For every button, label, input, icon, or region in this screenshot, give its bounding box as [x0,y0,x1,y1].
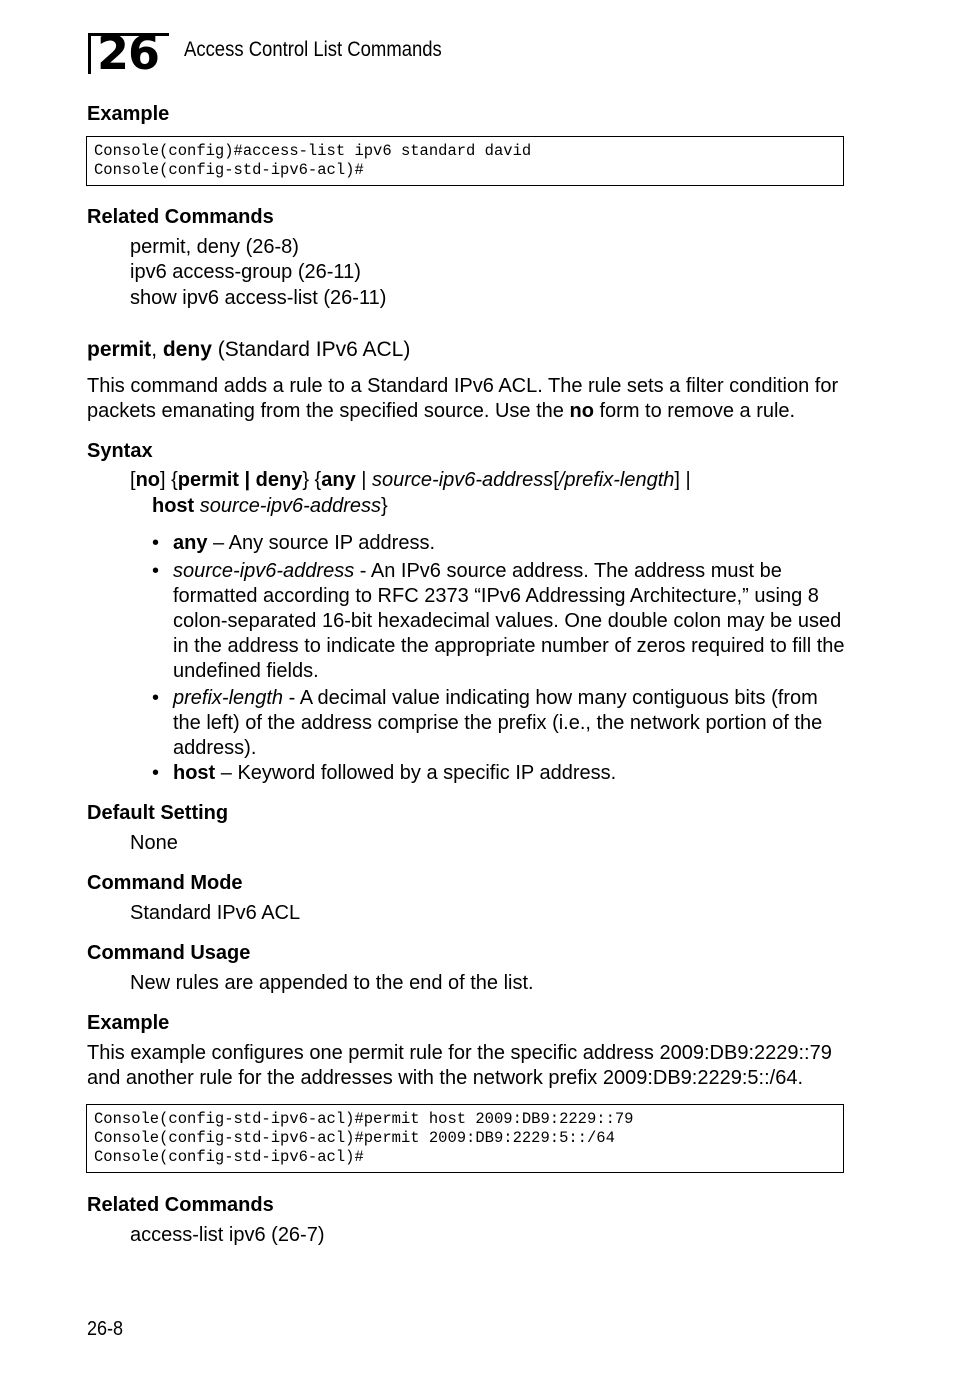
desc-keyword: no [569,400,594,422]
code-line: Console(config-std-ipv6-acl)# [94,1148,364,1166]
command-usage-value: New rules are appended to the end of the list. [130,972,534,994]
chapter-title: Access Control List Commands [184,38,442,61]
example-heading: Example [87,103,170,125]
example-heading-2: Example [87,1012,170,1034]
bullet-icon: • [152,560,160,582]
code-line: Console(config-std-ipv6-acl)#permit 2009:DB9:2229:5::/64 [94,1129,615,1147]
command-usage-heading: Command Usage [87,942,251,964]
command-separator: , [151,338,163,361]
bullet-icon: • [152,762,160,784]
code-line: Console(config-std-ipv6-acl)#permit host 2009:DB9:2229::79 [94,1110,634,1128]
related-commands-heading-2: Related Commands [87,1194,274,1216]
command-mode-heading: Command Mode [87,872,243,894]
bullet-icon: • [152,532,160,554]
bullet-icon: • [152,687,160,709]
bullet-host: host – Keyword followed by a specific IP address. [173,762,617,784]
syntax-line-2: host source-ipv6-address} [152,495,388,517]
code-line: Console(config)#access-list ipv6 standard david [94,142,532,160]
example-description: This example configures one permit rule for the specific address 2009:DB9:2229::79 and another rule for the addresses with the network prefix 2009:DB9:2229:5::/64. [87,1042,832,1089]
desc-text: form to remove a rule. [593,400,796,422]
command-mode-value: Standard IPv6 ACL [130,902,301,924]
related-command-item: ipv6 access-group (26-11) [130,261,361,283]
related-commands-heading: Related Commands [87,206,274,228]
related-command-item: show ipv6 access-list (26-11) [130,287,387,309]
bullet-source-address: source-ipv6-address - An IPv6 source address. The address must be formatted according to RFC 2373 “IPv6 Addressing Architecture,” using 8 colon-separated 16-bit hexadecimal values. One double colon may be used in the address to indicate the appropriate number of zeros required to fill the undefined fields. [173,560,845,682]
command-qualifier: (Standard IPv6 ACL) [211,338,411,361]
code-block-1 [86,136,844,186]
chapter-number: 26 [97,26,160,80]
syntax-line-1: [no] {permit | deny} {any | source-ipv6-address[/prefix-length] | [130,469,691,491]
command-name-deny: deny [162,338,212,361]
related-command-item: access-list ipv6 (26-7) [130,1224,325,1246]
default-setting-value: None [130,832,178,854]
bullet-any: any – Any source IP address. [173,532,436,554]
default-setting-heading: Default Setting [87,802,229,824]
page-number: 26-8 [87,1318,124,1340]
code-line: Console(config-std-ipv6-acl)# [94,161,364,179]
syntax-heading: Syntax [87,440,153,462]
command-description [87,374,847,424]
command-title [87,338,410,362]
related-command-item: permit, deny (26-8) [130,236,299,258]
bullet-prefix-length: prefix-length - A decimal value indicating how many contiguous bits (from the left) of the address comprise the prefix (i.e., the network portion of the address). [173,687,823,759]
desc-text: This command adds a rule to a Standard IPv6 ACL. The rule sets a filter condition for packets emanating from the specified source. Use the [87,375,839,422]
command-name-permit: permit [87,338,152,361]
code-block-2 [86,1104,844,1173]
chapter-number-box [88,26,169,80]
